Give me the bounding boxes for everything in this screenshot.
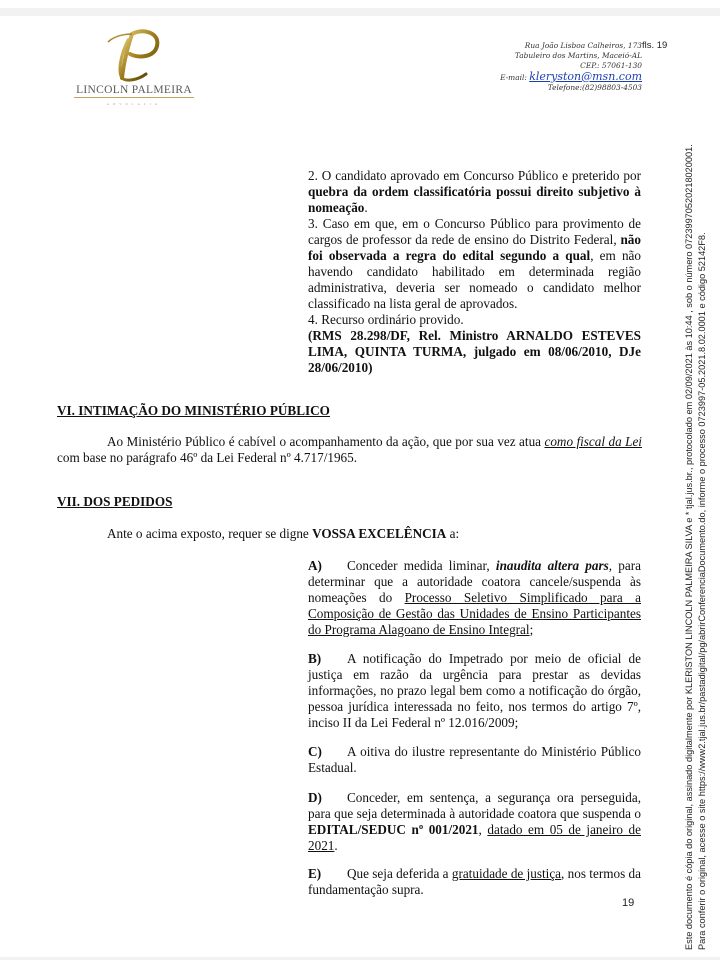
request-c: C) A oitiva do ilustre representante do Ministério Público Estadual. xyxy=(308,744,641,775)
folio-number: fls. 19 xyxy=(642,40,668,51)
section-6-heading: VI. INTIMAÇÃO DO MINISTÉRIO PÚBLICO xyxy=(57,403,330,418)
request-a: A) Conceder medida liminar, inaudita altera pars, para determinar que a autoridade coatora cancele/suspenda às nomeações do Processo Seletivo Simplificado para a Composição de Gestão das Unidades de Ensino Participantes do Programa Alagoano de Ensino Integral; xyxy=(308,558,641,637)
address-email-line xyxy=(500,69,642,83)
email-link[interactable]: kleryston@msn.com xyxy=(529,69,642,83)
address-district: Tabuleiro dos Martins, Maceió-AL xyxy=(514,51,642,61)
address-street: Rua João Lisboa Calheiros, 173 xyxy=(524,41,642,50)
letterhead-address xyxy=(500,41,642,93)
digital-signature-stamp xyxy=(683,20,708,950)
email-label: E-mail: xyxy=(500,72,527,82)
quote-citation: (RMS 28.298/DF, Rel. Ministro ARNALDO ESTEVES LIMA, QUINTA TURMA, julgado em 08/06/2010, DJe 28/06/2010) xyxy=(308,328,641,375)
stamp-line-1: Este documento é cópia do original, assinado digitalmente por KLERISTON LINCOLN PALMEIRA SILVA e * tjal.jus.br., protocolado em 02/09/2021 às 10:44 , sob o número 07239970520218020001. xyxy=(684,144,694,950)
address-cep: CEP.: 57061-130 xyxy=(580,61,642,71)
logo-subtitle: ADVOCACIA xyxy=(107,102,161,106)
request-e: E) Que seja deferida a gratuidade de justiça, nos termos da fundamentação supra. xyxy=(308,866,641,897)
law-firm-logo xyxy=(74,28,194,108)
quote-item-2: 2. O candidato aprovado em Concurso Público e preterido por quebra da ordem classificatória possui direito subjetivo à nomeação. xyxy=(308,168,641,215)
section-7-heading: VII. DOS PEDIDOS xyxy=(57,494,173,509)
request-b: B) A notificação do Impetrado por meio de oficial de justiça em razão da urgência para prestar as devidas informações, no prazo legal bem como a notificação do órgão, pessoa jurídica interessada no feito, nos termos do artigo 7º, inciso II da Lei Federal nº 12.016/2009; xyxy=(308,651,641,730)
stamp-line-2: Para conferir o original, acesse o site https://www2.tjal.jus.br/pastadigital/pg/abrirConferenciaDocumento.do, informe o processo 0723997-05.2021.8.02.0001 e código 52142F8. xyxy=(696,232,707,950)
section-6-paragraph: Ao Ministério Público é cabível o acompanhamento da ação, que por sua vez atua como fiscal da Lei com base no parágrafo 46º da Lei Federal nº 4.717/1965. xyxy=(57,434,642,465)
section-7-intro: Ante o acima exposto, requer se digne VOSSA EXCELÊNCIA a: xyxy=(107,526,460,541)
quote-item-4: 4. Recurso ordinário provido. xyxy=(308,312,464,327)
viewer-top-bar xyxy=(0,8,720,16)
lp-monogram-icon xyxy=(102,28,164,86)
jurisprudence-quote xyxy=(308,168,641,376)
logo-firm-name: LINCOLN PALMEIRA xyxy=(74,84,194,98)
quote-item-3: 3. Caso em que, em o Concurso Público para provimento de cargos de professor da rede de ensino do Distrito Federal, não foi observada a regra do edital segundo a qual, em não havendo candidato habilitado em determinada região administrativa, deveria ser nomeado o candidato melhor classificado na lista geral de aprovados. xyxy=(308,216,641,311)
request-d: D) Conceder, em sentença, a segurança ora perseguida, para que seja determinada à autoridade coatora que suspenda o EDITAL/SEDUC nº 001/2021, datado em 05 de janeiro de 2021. xyxy=(308,790,641,853)
address-phone: Telefone:(82)98803-4503 xyxy=(547,82,642,92)
page-number: 19 xyxy=(622,897,635,909)
